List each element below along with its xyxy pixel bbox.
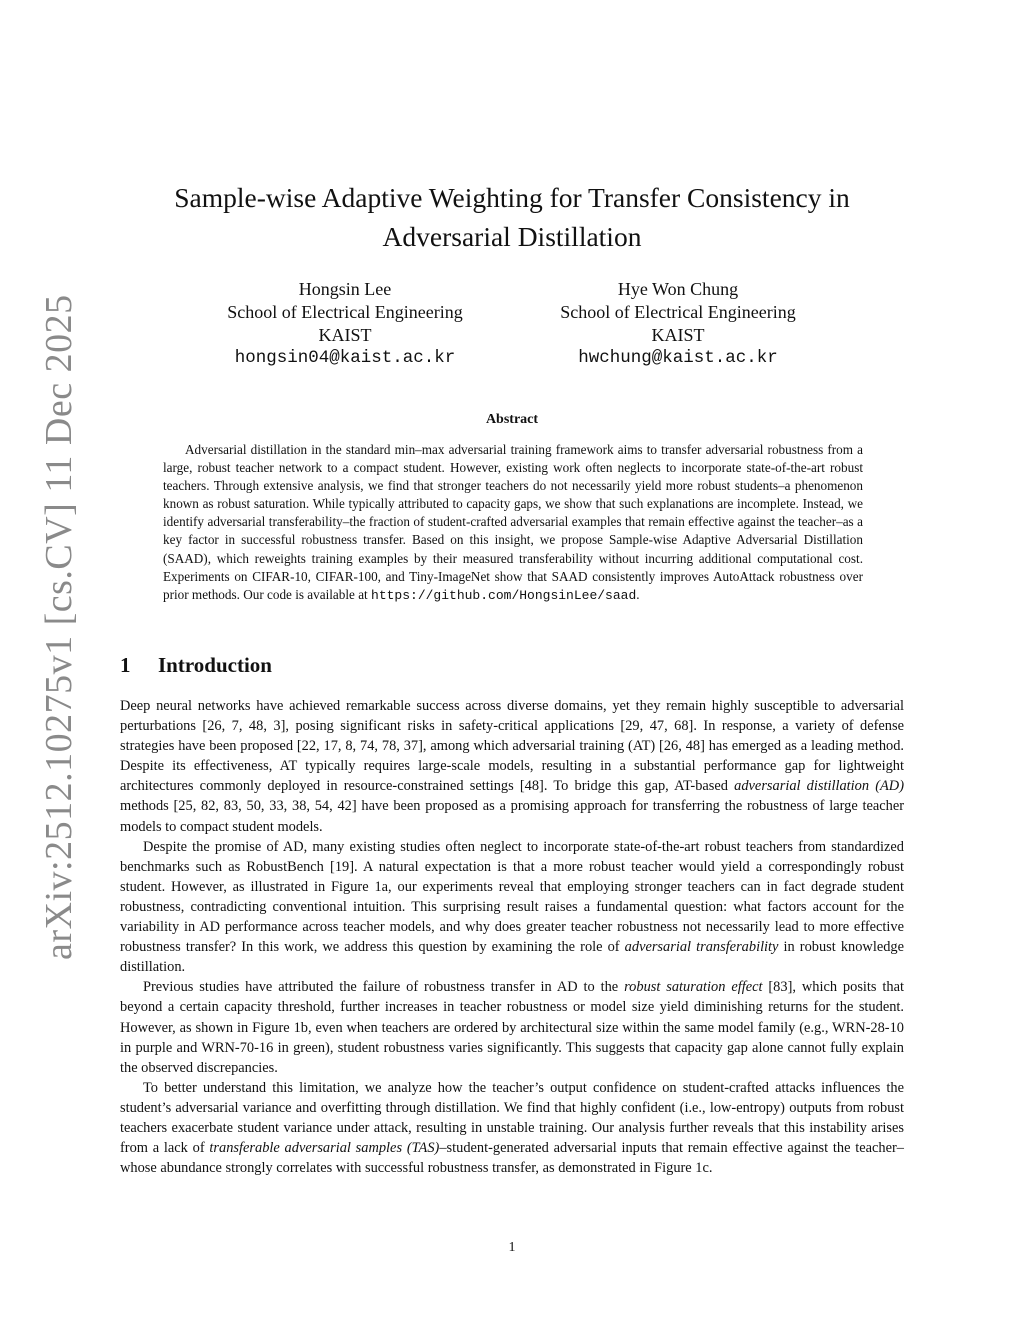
paragraph-text: Deep neural networks have achieved remarkable success across diverse domains, yet they remain highly susceptible to adversarial perturbations [26, 7, 48, 3], posing significant risks in safety-critical applications [29, 47, 68]. In response, a variety of defense strategies have been proposed [22, 17, 8, 74, 78, 37], among which adversarial training (AT) [26, 48] has emerged as a leading method. Despite its effectiveness, AT typically requires large-scale models, resulting in a substantial performance gap for lightweight architectures commonly deployed in resource-constrained settings [48]. To bridge this gap, AT-based bbox=[120, 698, 904, 795]
author-affiliation: School of Electrical Engineering bbox=[560, 302, 796, 322]
author-1 bbox=[185, 278, 505, 370]
paragraph-text: –student-generated adversarial inputs that remain effective against the teacher–whose abundance strongly correlates with successful robustness transfer, as demonstrated in Figure 1c. bbox=[120, 1140, 904, 1177]
abstract-heading: Abstract bbox=[485, 412, 539, 427]
paper-title bbox=[120, 178, 904, 256]
paragraph bbox=[120, 696, 904, 837]
author-email[interactable]: hwchung@kaist.ac.kr bbox=[578, 348, 778, 368]
paragraph-text: Despite the promise of AD, many existing studies often neglect to incorporate state-of-the-art robust teachers from standardized benchmarks such as RobustBench [19]. A natural expectation is that a more robust teacher would yield a correspondingly robust student. However, as illustrated in Figure 1a, our experiments reveal that employing stronger teachers can in fact degrade student robustness, contradicting conventional intuition. This surprising result raises a fundamental question: what factors account for the variability in AD performance across teacher models, and why does greater teacher robustness not necessarily lead to more effective robustness transfer? In this work, we address this question by examining the role of bbox=[120, 838, 904, 956]
author-institution: KAIST bbox=[651, 325, 705, 345]
abstract-text bbox=[163, 441, 863, 605]
paragraph-text: in robust knowledge distillation. bbox=[120, 939, 904, 976]
emphasis-text: transferable adversarial samples (TAS) bbox=[209, 1140, 440, 1157]
title-line-1: Sample-wise Adaptive Weighting for Transfer Consistency in bbox=[174, 182, 850, 213]
section-title: Introduction bbox=[158, 653, 272, 677]
emphasis-text: robust saturation effect bbox=[624, 979, 763, 996]
author-block bbox=[120, 278, 904, 378]
arxiv-identifier: arXiv:2512.10275v1 [cs.CV] 11 Dec 2025 bbox=[38, 294, 80, 960]
emphasis-text: adversarial transferability bbox=[624, 939, 779, 956]
section-number: 1 bbox=[120, 653, 131, 677]
section-heading bbox=[120, 653, 272, 678]
paragraph-text: methods [25, 82, 83, 50, 33, 38, 54, 42] have been proposed as a promising approach for transferring the robustness of large teacher models to compact student models. bbox=[120, 798, 904, 835]
emphasis-text: adversarial distillation (AD) bbox=[734, 778, 904, 795]
author-2 bbox=[518, 278, 838, 370]
author-name: Hye Won Chung bbox=[617, 279, 739, 299]
title-line-2: Adversarial Distillation bbox=[382, 221, 642, 252]
paragraph bbox=[120, 1078, 904, 1178]
abstract-end: . bbox=[636, 586, 640, 602]
paragraph bbox=[120, 977, 904, 1077]
page-number: 1 bbox=[508, 1240, 516, 1255]
paragraph-text: Previous studies have attributed the failure of robustness transfer in AD to the bbox=[143, 979, 619, 996]
author-institution: KAIST bbox=[318, 325, 372, 345]
code-link[interactable]: https://github.com/HongsinLee/saad bbox=[371, 587, 637, 603]
author-email[interactable]: hongsin04@kaist.ac.kr bbox=[234, 348, 456, 368]
author-name: Hongsin Lee bbox=[298, 279, 392, 299]
author-affiliation: School of Electrical Engineering bbox=[227, 302, 463, 322]
abstract-body: Adversarial distillation in the standard min–max adversarial training framework aims to transfer adversarial robustness from a large, robust teacher network to a compact student. However, existing work often neglects to incorporate state-of-the-art robust teachers. Through extensive analysis, we find that stronger teachers do not necessarily yield more robust students–a phenomenon known as robust saturation. While typically attributed to capacity gaps, we show that such explanations are incomplete. Instead, we identify adversarial transferability–the fraction of student-crafted adversarial examples that remain effective against the teacher–as a key factor in successful robustness transfer. Based on this insight, we propose Sample-wise Adaptive Adversarial Distillation (SAAD), which reweights training examples by their measured transferability without incurring additional computational cost. Experiments on CIFAR-10, CIFAR-100, and Tiny-ImageNet show that SAAD consistently improves AutoAttack robustness over prior methods. Our code is available at bbox=[163, 442, 863, 602]
paragraph-text: [83], which posits that beyond a certain capacity threshold, further increases in teacher robustness or model size yield diminishing returns for the student. However, as shown in Figure 1b, even when teachers are ordered by architectural size within the same model family (e.g., WRN-28-10 in purple and WRN-70-16 in green), student robustness varies significantly. This suggests that capacity gap alone cannot fully explain the observed discrepancies. bbox=[120, 979, 904, 1076]
body-text bbox=[120, 696, 904, 1178]
arxiv-sidebar bbox=[10, 294, 80, 960]
paragraph-text: To better understand this limitation, we analyze how the teacher’s output confidence on student-crafted attacks influences the student’s adversarial variance and overfitting through distillation. We find that highly confident (i.e., low-entropy) outputs from robust teachers exacerbate student variance under attack, resulting in unstable training. Our analysis further reveals that this instability arises from a lack of bbox=[120, 1079, 904, 1157]
paragraph bbox=[120, 837, 904, 978]
